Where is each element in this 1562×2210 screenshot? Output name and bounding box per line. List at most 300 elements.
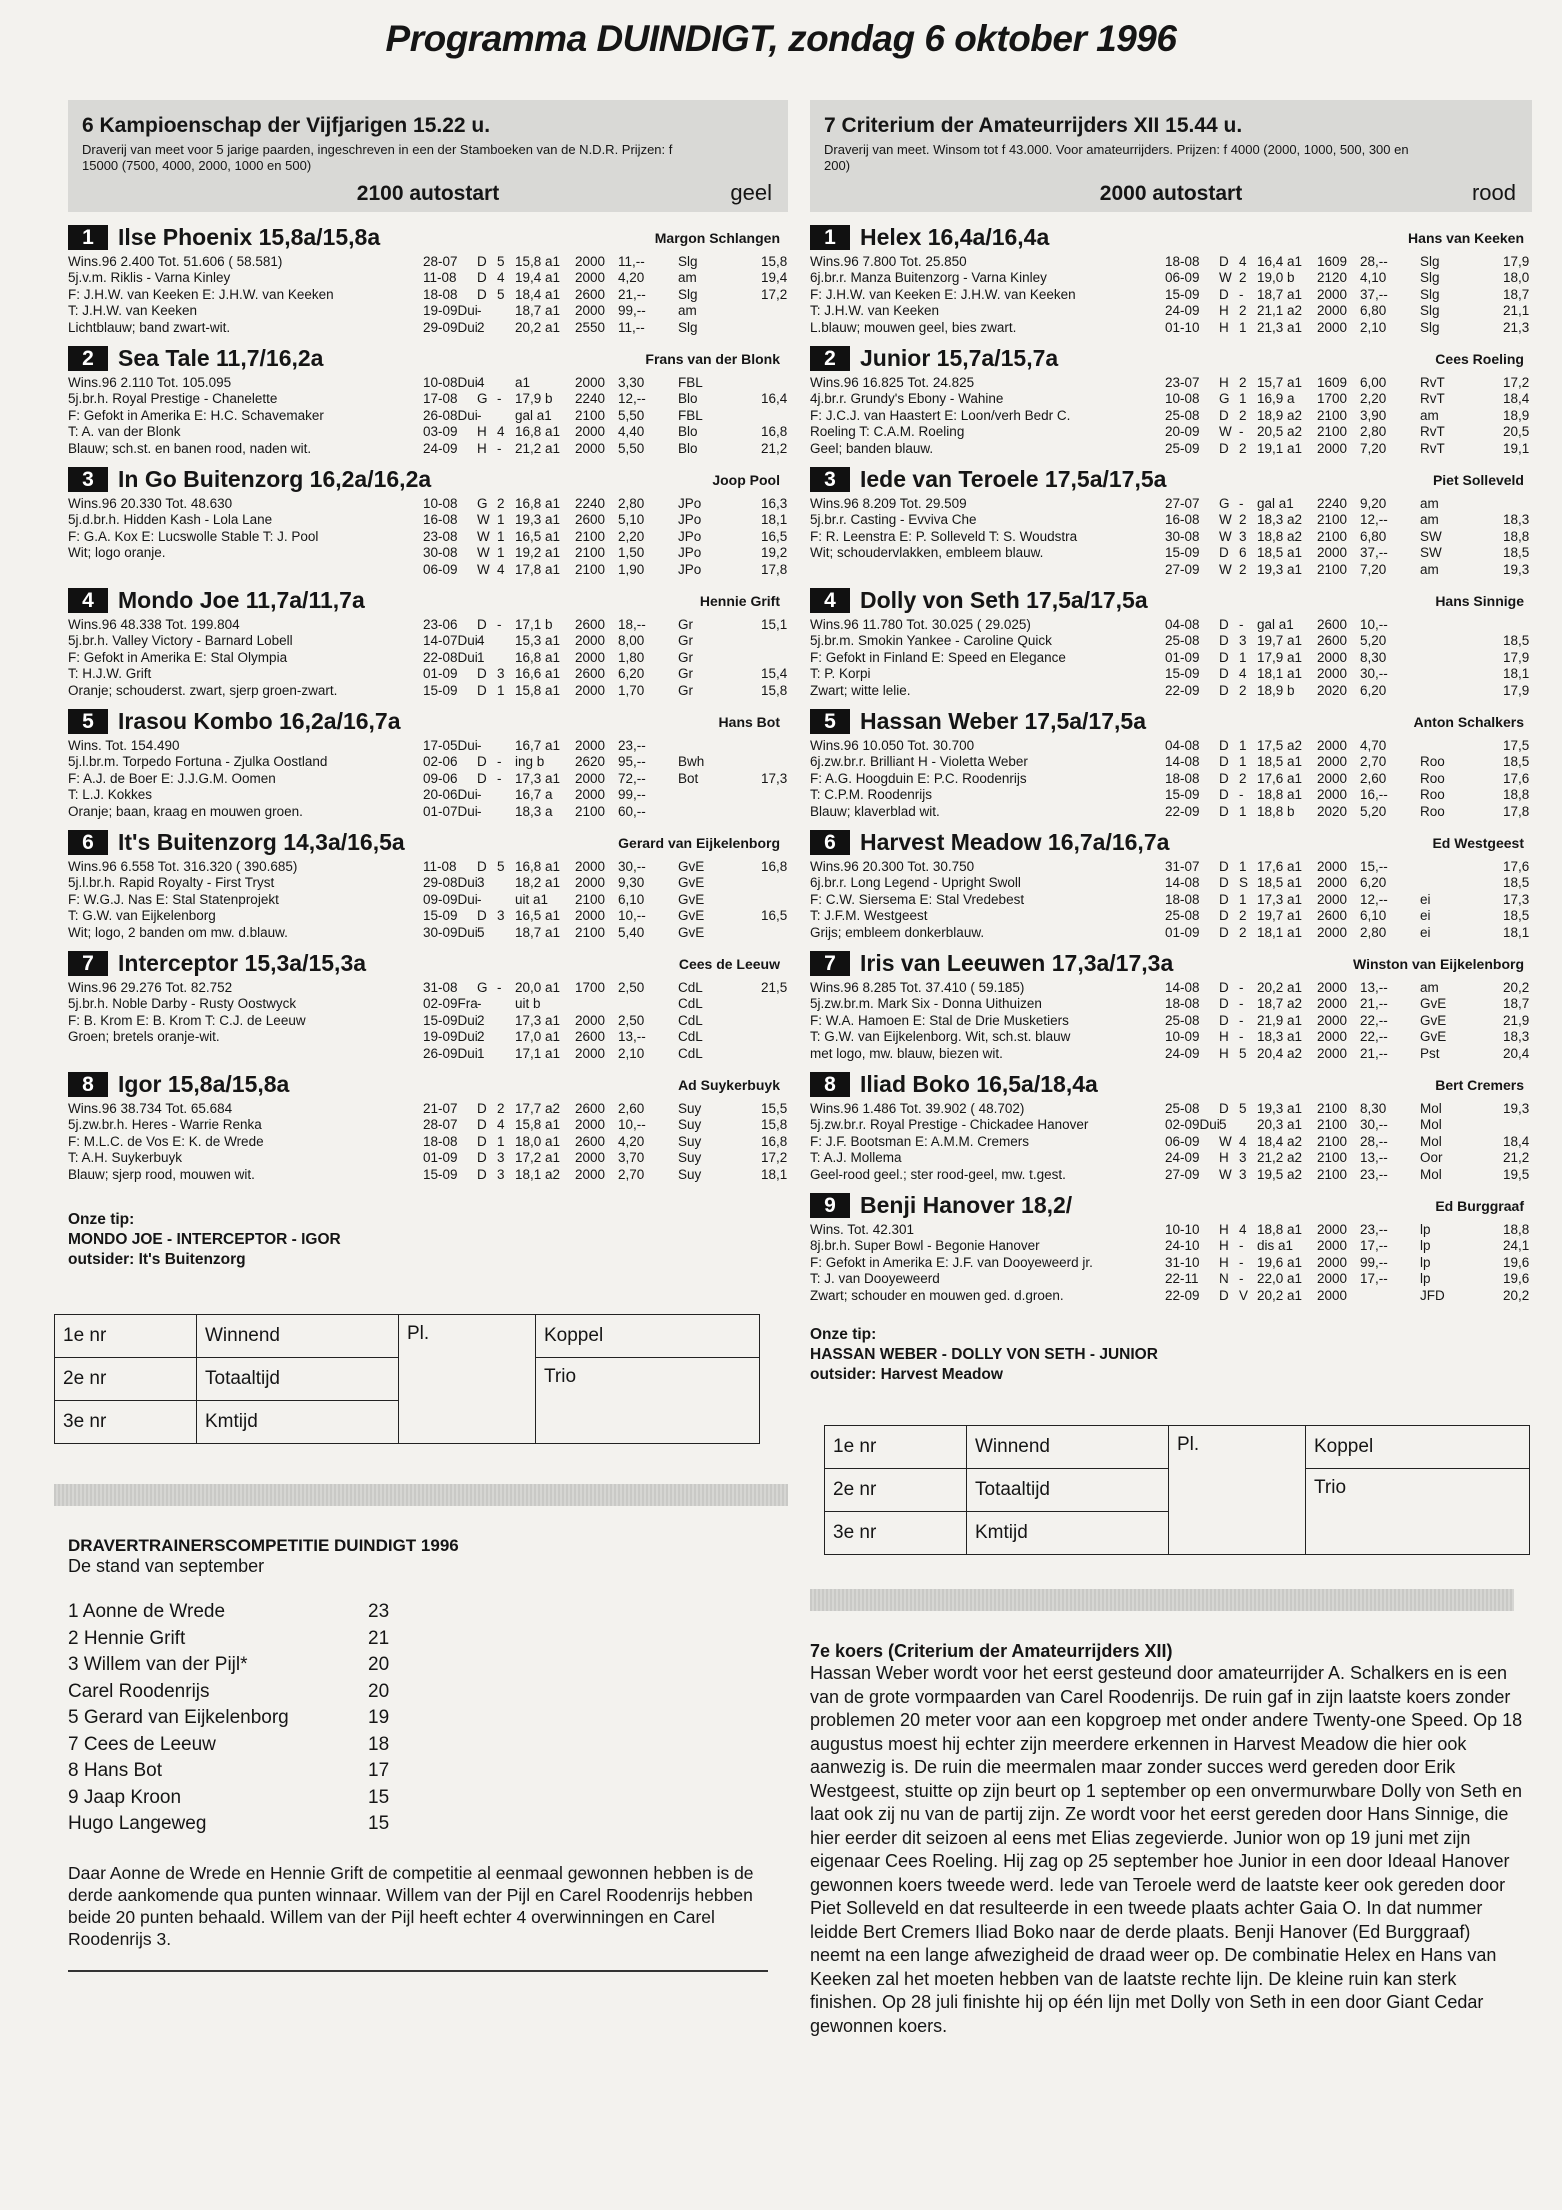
performance-cell: 2100: [1317, 1101, 1348, 1116]
performance-cell: 18,9: [1503, 407, 1530, 423]
performance-cell: 15-09: [1165, 545, 1200, 561]
performance-cell: 26-08Dui: [423, 407, 478, 423]
horse-info-line: 6j.br.r. Long Legend - Upright Swoll: [810, 875, 1021, 891]
standing-name: 2 Hennie Grift: [68, 1627, 186, 1649]
race-7-tip-text: HASSAN WEBER - DOLLY VON SETH - JUNIOR: [810, 1346, 1158, 1363]
performance-cell: 21,9 a1: [1257, 1012, 1303, 1028]
horse-entry: [68, 466, 788, 575]
standing-row: [68, 1707, 428, 1734]
performance-cell: Blo: [678, 391, 698, 407]
performance-cell: 16,9 a: [1257, 391, 1295, 407]
standing-points: 17: [368, 1760, 390, 1781]
performance-cell: 21,5: [761, 980, 788, 995]
performance-cell: -: [477, 803, 482, 819]
performance-cell: 1: [1239, 891, 1247, 907]
horse-header: [810, 950, 1532, 978]
performance-cell: 18,5: [1503, 754, 1530, 770]
horse-number: 8: [68, 1072, 108, 1097]
performance-cell: 6,00: [1360, 375, 1387, 390]
performance-cell: 17-05Dui: [423, 738, 478, 753]
horse-driver: Hans Sinnige: [1435, 593, 1524, 609]
horse-info-line: T: G.W. van Eijkelenborg: [68, 908, 216, 924]
performance-cell: W: [1219, 424, 1232, 440]
horse-info-line: T: A. van der Blonk: [68, 424, 181, 440]
performance-cell: 99,--: [618, 303, 646, 319]
performance-cell: 30-08: [423, 545, 458, 561]
performance-cell: G: [477, 980, 488, 995]
performance-cell: 2600: [575, 512, 606, 528]
performance-cell: 25-08: [1165, 633, 1200, 649]
performance-cell: 2,50: [618, 1012, 645, 1028]
performance-row: [423, 375, 788, 391]
performance-cell: 2020: [1317, 803, 1348, 819]
performance-cell: 20,2: [1503, 980, 1530, 995]
horse-info-line: T: J.H.W. van Keeken: [810, 303, 940, 319]
performance-cell: 2000: [1317, 1222, 1348, 1237]
performance-cell: D: [1219, 891, 1229, 907]
performance-cell: GvE: [678, 875, 705, 891]
performance-row: [423, 1046, 788, 1062]
performance-cell: 18,8 a1: [1257, 787, 1303, 803]
performance-cell: 3: [497, 908, 505, 924]
performance-cell: -: [1239, 1012, 1244, 1028]
performance-cell: 06-09: [1165, 270, 1200, 286]
performance-cell: 23-07: [1165, 375, 1200, 390]
performance-cell: D: [477, 617, 487, 632]
performance-cell: 19,4: [761, 270, 788, 286]
performance-cell: 2000: [1317, 924, 1348, 940]
performance-row: [423, 512, 788, 528]
performance-cell: D: [1219, 754, 1229, 770]
race-6-column: [63, 100, 788, 1972]
performance-cell: 18,9 b: [1257, 682, 1295, 698]
performance-cell: 5,40: [618, 924, 645, 940]
performance-cell: 2000: [1317, 859, 1348, 874]
performance-cell: 2550: [575, 319, 606, 335]
horse-performances: [423, 254, 788, 336]
performance-row: [1165, 391, 1530, 407]
horse-info-line: Wins.96 29.276 Tot. 82.752: [68, 980, 233, 995]
standing-row: [68, 1628, 428, 1655]
performance-cell: ei: [1420, 924, 1431, 940]
race-7-result-table: [824, 1425, 1530, 1555]
horse-info-line: Wins. Tot. 42.301: [810, 1222, 915, 1237]
performance-cell: 3,90: [1360, 407, 1387, 423]
performance-cell: 12,--: [618, 391, 646, 407]
performance-cell: 06-09: [423, 561, 458, 577]
performance-cell: Mol: [1420, 1101, 1442, 1116]
performance-cell: -: [477, 996, 482, 1012]
performance-cell: D: [477, 1117, 487, 1133]
performance-cell: 2000: [575, 424, 606, 440]
performance-row: [1165, 545, 1530, 561]
horse-entry: [68, 708, 788, 817]
performance-cell: 6,80: [1360, 303, 1387, 319]
performance-cell: D: [477, 908, 487, 924]
performance-cell: 5,50: [618, 407, 645, 423]
performance-cell: Suy: [678, 1101, 702, 1116]
performance-cell: H: [477, 440, 487, 456]
standing-name: 7 Cees de Leeuw: [68, 1733, 216, 1755]
performance-cell: 21,2 a1: [515, 440, 561, 456]
performance-cell: 15-09: [1165, 787, 1200, 803]
horse-driver: Ed Westgeest: [1432, 835, 1524, 851]
horse-entry: [68, 950, 788, 1059]
performance-row: [1165, 1222, 1530, 1238]
performance-cell: 5: [497, 254, 505, 269]
performance-cell: 2,60: [618, 1101, 645, 1116]
performance-cell: 1: [1239, 859, 1247, 874]
performance-cell: gal a1: [1257, 496, 1294, 511]
performance-cell: 1: [477, 1045, 485, 1061]
performance-cell: Slg: [1420, 303, 1440, 319]
performance-cell: 16,7 a: [515, 787, 553, 803]
performance-row: [1165, 771, 1530, 787]
horse-header: [68, 587, 788, 615]
performance-cell: D: [1219, 924, 1229, 940]
performance-cell: 2: [497, 496, 505, 511]
performance-cell: 7,20: [1360, 561, 1387, 577]
divider-bar: [54, 1484, 788, 1506]
result-pl: Pl.: [399, 1315, 536, 1444]
performance-cell: am: [678, 303, 697, 319]
performance-cell: W: [477, 528, 490, 544]
performance-cell: 3: [477, 875, 485, 891]
performance-cell: GvE: [1420, 1029, 1447, 1045]
performance-cell: JPo: [678, 561, 702, 577]
performance-cell: 4: [497, 424, 505, 440]
performance-cell: 2000: [1317, 980, 1348, 995]
horse-number: 1: [68, 225, 108, 250]
performance-cell: 18,7: [1503, 286, 1530, 302]
performance-cell: Oor: [1420, 1150, 1443, 1166]
race-6-horse-list: [68, 224, 788, 1180]
horse-info-line: Wins.96 6.558 Tot. 316.320 ( 390.685): [68, 859, 298, 874]
horse-header: [810, 224, 1532, 252]
performance-cell: FBL: [678, 375, 703, 390]
horse-info: [810, 1101, 1170, 1183]
horse-info-line: T: J.H.W. van Keeken: [68, 303, 198, 319]
performance-cell: 3: [497, 1166, 505, 1182]
performance-cell: 13,--: [1360, 1150, 1388, 1166]
horse-info-line: Grijs; embleem donkerblauw.: [810, 924, 985, 940]
horse-header: [68, 829, 788, 857]
performance-cell: Slg: [1420, 319, 1440, 335]
standing-name: 3 Willem van der Pijl*: [68, 1654, 248, 1675]
performance-cell: 17,6 a1: [1257, 859, 1303, 874]
result-koppel: Koppel: [1306, 1426, 1530, 1469]
performance-cell: 20,2 a1: [1257, 980, 1303, 995]
performance-cell: Mol: [1420, 1117, 1442, 1133]
horse-info-line: Groen; bretels oranje-wit.: [68, 1029, 220, 1045]
horse-driver: Cees Roeling: [1435, 351, 1524, 367]
horse-entry: [810, 466, 1532, 575]
performance-cell: 18,9 a2: [1257, 407, 1303, 423]
performance-cell: -: [1239, 980, 1244, 995]
performance-cell: 4: [497, 1117, 505, 1133]
horse-info-line: F: R. Leenstra E: P. Solleveld T: S. Woudstra: [810, 528, 1078, 544]
result-2e-nr: 2e nr: [55, 1358, 197, 1401]
horse-entry: [810, 708, 1532, 817]
horse-info-line: F: J.C.J. van Haastert E: Loon/verh Bedr C.: [810, 407, 1071, 423]
performance-cell: G: [477, 391, 488, 407]
performance-cell: 17,9: [1503, 254, 1530, 269]
horse-entry: [68, 587, 788, 696]
performance-cell: 19,7 a1: [1257, 908, 1303, 924]
horse-performances: [1165, 859, 1530, 941]
horse-info-line: Oranje; schouderst. zwart, sjerp groen-zwart.: [68, 682, 338, 698]
performance-row: [1165, 1271, 1530, 1287]
performance-cell: G: [1219, 496, 1230, 511]
performance-cell: W: [1219, 1133, 1232, 1149]
performance-cell: Roo: [1420, 770, 1445, 786]
performance-row: [1165, 562, 1530, 578]
performance-cell: 16,5: [761, 908, 788, 924]
performance-cell: 21,--: [618, 286, 646, 302]
performance-row: [1165, 1013, 1530, 1029]
horse-performances: [423, 738, 788, 820]
horse-info-line: Wins.96 20.330 Tot. 48.630: [68, 496, 233, 511]
performance-cell: Slg: [1420, 254, 1440, 269]
horse-info-line: 5j.br.h. Valley Victory - Barnard Lobell: [68, 633, 293, 649]
race-6-outsider: outsider: It's Buitenzorg: [68, 1251, 246, 1268]
horse-info-line: T: P. Korpi: [810, 666, 871, 682]
performance-cell: 1: [497, 528, 505, 544]
performance-cell: 1: [1239, 391, 1247, 407]
performance-cell: 1: [1239, 319, 1247, 335]
performance-cell: 6,20: [618, 666, 645, 682]
performance-cell: H: [1219, 1254, 1229, 1270]
standing-row: [68, 1654, 428, 1681]
performance-cell: 18,8: [1503, 528, 1530, 544]
performance-cell: 2000: [1317, 1287, 1348, 1303]
performance-row: [423, 320, 788, 336]
performance-row: [423, 496, 788, 512]
performance-cell: 24-09: [1165, 1045, 1200, 1061]
performance-cell: 17,3 a1: [1257, 891, 1303, 907]
performance-cell: W: [477, 512, 490, 528]
horse-info-line: F: J.F. Bootsman E: A.M.M. Cremers: [810, 1133, 1030, 1149]
performance-cell: 21,1: [1503, 303, 1530, 319]
performance-cell: Mol: [1420, 1166, 1442, 1182]
performance-cell: 01-10: [1165, 319, 1200, 335]
performance-cell: 6: [1239, 545, 1247, 561]
horse-info: [810, 980, 1170, 1062]
performance-cell: 21,9: [1503, 1012, 1530, 1028]
performance-cell: 02-09Fra: [423, 996, 478, 1012]
performance-row: [1165, 270, 1530, 286]
performance-cell: 18-08: [1165, 770, 1200, 786]
performance-cell: 19,1 a1: [1257, 440, 1303, 456]
performance-cell: 19,6: [1503, 1254, 1530, 1270]
performance-cell: 18,1 a1: [1257, 666, 1303, 682]
performance-cell: 15-09: [1165, 286, 1200, 302]
performance-cell: -: [1239, 1254, 1244, 1270]
performance-cell: 4: [1239, 254, 1247, 269]
performance-cell: 25-08: [1165, 1101, 1200, 1116]
performance-cell: SW: [1420, 545, 1442, 561]
performance-cell: D: [477, 270, 487, 286]
performance-cell: FBL: [678, 407, 703, 423]
horse-header: [810, 587, 1532, 615]
horse-header: [68, 950, 788, 978]
performance-cell: Slg: [678, 319, 698, 335]
performance-cell: 10-08: [1165, 391, 1200, 407]
performance-cell: 18,1: [761, 512, 788, 528]
horse-info: [810, 1222, 1170, 1304]
performance-cell: Pst: [1420, 1045, 1440, 1061]
horse-number: 7: [810, 951, 850, 976]
performance-row: [1165, 1101, 1530, 1117]
performance-cell: 24-09: [1165, 303, 1200, 319]
horse-info-line: Wins.96 1.486 Tot. 39.902 ( 48.702): [810, 1101, 1025, 1116]
performance-cell: 2000: [1317, 787, 1348, 803]
performance-cell: 19,3 a1: [515, 512, 561, 528]
performance-cell: 2100: [1317, 1117, 1348, 1133]
horse-info-line: T: J.F.M. Westgeest: [810, 908, 928, 924]
horse-info-line: Wit; schoudervlakken, embleem blauw.: [810, 545, 1044, 561]
performance-cell: Gr: [678, 633, 693, 649]
performance-cell: H: [1219, 375, 1229, 390]
performance-cell: 18,0 a1: [515, 1133, 561, 1149]
performance-cell: 22-08Dui: [423, 649, 478, 665]
performance-cell: 23-08: [423, 528, 458, 544]
performance-cell: 1700: [1317, 391, 1348, 407]
performance-cell: 29-09Dui: [423, 319, 478, 335]
performance-cell: 18,5: [1503, 908, 1530, 924]
performance-cell: 18,8: [1503, 787, 1530, 803]
standing-points: 18: [368, 1733, 390, 1755]
performance-cell: 28,--: [1360, 1133, 1388, 1149]
performance-cell: D: [1219, 787, 1229, 803]
performance-cell: 18,4 a1: [515, 286, 561, 302]
horse-info-line: Wins.96 2.400 Tot. 51.606 ( 58.581): [68, 254, 283, 269]
race-7-conditions: Draverij van meet. Winsom tot f 43.000. Voor amateurrijders. Prijzen: f 4000 (2000, 1000, 500, 300 en 200): [824, 142, 1409, 173]
performance-cell: 2: [1239, 770, 1247, 786]
performance-cell: 15,8: [761, 1117, 788, 1133]
horse-performances: [1165, 1222, 1530, 1304]
horse-name: Junior 15,7a/15,7a: [860, 345, 1059, 371]
performance-row: [423, 1101, 788, 1117]
performance-cell: H: [1219, 1150, 1229, 1166]
horse-info-line: 5j.l.br.m. Torpedo Fortuna - Zjulka Oostland: [68, 754, 328, 770]
performance-cell: 16,7 a1: [515, 738, 561, 753]
standing-points: 15: [368, 1813, 390, 1834]
performance-cell: 7,20: [1360, 440, 1387, 456]
performance-cell: 4,40: [618, 424, 645, 440]
performance-cell: 19,2: [761, 545, 788, 561]
performance-cell: -: [1239, 787, 1244, 803]
horse-driver: Bert Cremers: [1435, 1077, 1524, 1093]
result-winnend: Winnend: [197, 1315, 399, 1358]
performance-cell: 11,--: [618, 319, 645, 335]
result-totaaltijd: Totaaltijd: [197, 1358, 399, 1401]
performance-cell: 18,7 a1: [515, 924, 561, 940]
performance-row: [1165, 1238, 1530, 1254]
performance-cell: am: [1420, 512, 1439, 528]
horse-info-line: Wins.96 48.338 Tot. 199.804: [68, 617, 240, 632]
horse-entry: [810, 950, 1532, 1059]
performance-cell: 2000: [1317, 770, 1348, 786]
performance-cell: 23,--: [1360, 1166, 1388, 1182]
horse-name: It's Buitenzorg 14,3a/16,5a: [118, 829, 405, 855]
performance-cell: 2,10: [618, 1045, 645, 1061]
horse-performances: [423, 859, 788, 941]
standing-points: 20: [368, 1680, 390, 1702]
performance-cell: 17,5 a2: [1257, 738, 1303, 753]
performance-cell: Blo: [678, 440, 698, 456]
performance-cell: 15,4: [761, 666, 788, 682]
performance-cell: Gr: [678, 666, 693, 682]
performance-row: [1165, 303, 1530, 319]
standing-points: 23: [368, 1601, 390, 1622]
horse-entry: [68, 224, 788, 333]
performance-cell: 13,--: [1360, 980, 1388, 995]
race-7-horse-list: [810, 224, 1532, 1301]
performance-cell: 25-08: [1165, 1012, 1200, 1028]
standing-row: [68, 1813, 428, 1840]
performance-row: [1165, 996, 1530, 1012]
performance-cell: 16,4 a1: [1257, 254, 1303, 269]
performance-cell: -: [477, 787, 482, 803]
performance-cell: 5,10: [618, 512, 645, 528]
performance-cell: 22-09: [1165, 682, 1200, 698]
horse-info-line: F: A.G. Hoogduin E: P.C. Roodenrijs: [810, 770, 1027, 786]
performance-cell: 15,8 a1: [515, 682, 561, 698]
performance-cell: D: [477, 770, 487, 786]
performance-cell: 2000: [1317, 1045, 1348, 1061]
horse-driver: Anton Schalkers: [1413, 714, 1524, 730]
performance-cell: 15,1: [761, 617, 788, 632]
horse-driver: Winston van Eijkelenborg: [1352, 956, 1524, 972]
performance-row: [423, 666, 788, 682]
performance-cell: Bwh: [678, 754, 705, 770]
performance-cell: 2,60: [1360, 770, 1387, 786]
performance-row: [1165, 424, 1530, 440]
performance-cell: 2100: [1317, 424, 1348, 440]
race-7-column: [810, 100, 1532, 2038]
performance-cell: am: [678, 270, 697, 286]
performance-cell: 17,9: [1503, 649, 1530, 665]
performance-cell: 2000: [1317, 1254, 1348, 1270]
performance-cell: W: [477, 561, 490, 577]
standing-name: 1 Aonne de Wrede: [68, 1601, 226, 1622]
performance-cell: 2: [1239, 561, 1247, 577]
performance-cell: 2100: [575, 545, 606, 561]
performance-cell: 28-07: [423, 254, 458, 269]
performance-cell: 9,30: [618, 875, 645, 891]
performance-cell: 10,--: [618, 908, 646, 924]
horse-info-line: met logo, mw. blauw, biezen wit.: [810, 1045, 1003, 1061]
horse-info-line: Wins.96 38.734 Tot. 65.684: [68, 1101, 233, 1116]
performance-cell: 18,8 b: [1257, 803, 1295, 819]
performance-cell: 18-08: [1165, 254, 1200, 269]
performance-cell: 2100: [575, 803, 606, 819]
horse-header: [68, 708, 788, 736]
horse-info-line: F: M.L.C. de Vos E: K. de Wrede: [68, 1133, 264, 1149]
competition-text: Daar Aonne de Wrede en Hennie Grift de competitie al eenmaal gewonnen hebben is de derde aankomende qua punten winnaar. Willem van der Pijl en Carel Roodenrijs hebben beide 20 punten behaald. Willem van der Pijl heeft echter 4 overwinningen en Carel Roodenrijs 3.: [68, 1862, 754, 1949]
performance-cell: 1: [477, 649, 485, 665]
standing-points: 19: [368, 1707, 390, 1728]
performance-row: [423, 617, 788, 633]
performance-cell: 15-09: [423, 1166, 458, 1182]
performance-cell: JPo: [678, 528, 702, 544]
horse-name: In Go Buitenzorg 16,2a/16,2a: [118, 466, 432, 492]
performance-row: [423, 408, 788, 424]
performance-cell: 21,2: [761, 440, 788, 456]
performance-cell: 18,8 a1: [1257, 1222, 1303, 1237]
performance-cell: 14-07Dui: [423, 633, 478, 649]
